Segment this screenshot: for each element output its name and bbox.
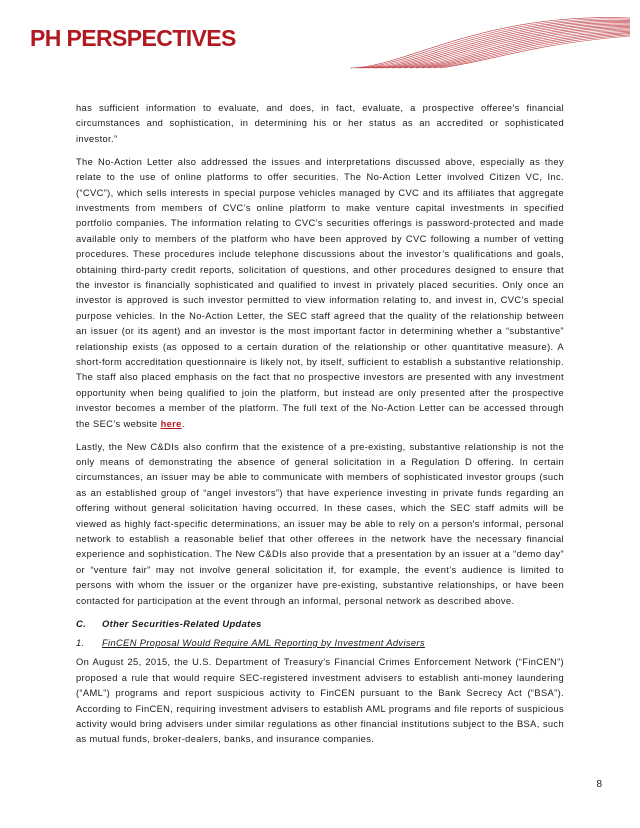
paragraph-new-cdis: Lastly, the New C&DIs also confirm that the existence of a pre-existing, substantive relationship is not the only means of demonstrating the absence of general solicitation in a Regulation D offering. In certain circumstances, an issuer may be able to communicate with members of sophisticated investor groups (such as an established group of “angel investors”) that have experience investing in private funds regarding an offering without general solicitation having occurred. In these cases, which the SEC staff admits will be viewed as highly fact-specific determinations, an issuer may be able to rely on a person’s informal, personal network to establish a reasonable belief that other offerees in the network have the necessary financial experience and sophistication. The New C&DIs also provide that a presentation by an issuer at a “demo day” or “venture fair” may not involve general solicitation if, for example, the event’s audience is limited to persons with whom the issuer or the organizer have pre-existing, substantive relationships, or have been contacted for participation at the event through an informal, personal network as described above. (76, 441, 564, 606)
wave-line (362, 20, 630, 68)
wave-lines-decoration (330, 8, 630, 70)
paragraph-no-action-letter-text: The No-Action Letter also addressed the issues and interpretations discussed above, especially as they relate to the use of online platforms to offer securities. The No-Action Letter involved Citizen VC, Inc. (“CVC”), which sells interests in special purpose vehicles managed by CVC and its affiliates that aggregate investments from members of CVC’s online platform to make venture capital investments in specified portfolio companies. The information relating to CVC’s securities offerings is password-protected and made available only to members of the platform who have been approved by CVC following a number of vetting procedures. These procedures include telephone discussions about the investor’s qualifications and goals, obtaining third-party credit reports, solicitation of questions, and other procedures designed to ensure that the investor is financially sophisticated and qualified to invest in privately placed securities. Only once an investor is approved is such investor permitted to view information relating to, and invest in, CVC’s special purpose vehicles. In the No-Action Letter, the SEC staff agreed that the quality of the relationship between an issuer (or its agent) and an investor is the most important factor in determining whether a “substantive” relationship exists (as opposed to a certain duration of the relationship or other quantitative measure). A short-form accreditation questionnaire is likely not, by itself, sufficient to establish a substantive relationship. The staff also placed emphasis on the fact that no prospective investors are presented with any investment opportunity when being qualified to join the platform, but instead are only presented after the prospective investor becomes a member of the platform. The full text of the No-Action Letter can be accessed through the SEC’s website (76, 156, 564, 429)
wave-line (368, 21, 630, 68)
paragraph-continuation: has sufficient information to evaluate, and does, in fact, evaluate, a prospective offeree’s financial circumstances and sophistication, in determining his or her status as an accredited or sophisticated investor.” (76, 103, 564, 144)
subsection-heading (76, 636, 564, 651)
section-title: Other Securities-Related Updates (102, 618, 262, 629)
document-body (76, 101, 564, 755)
subsection-number: 1. (76, 637, 85, 648)
paragraph-period: . (181, 418, 185, 429)
brand-title: PH PERSPECTIVES (30, 25, 236, 51)
subsection-title: FinCEN Proposal Would Require AML Reporting by Investment Advisers (102, 637, 425, 648)
paragraph-no-action-letter (76, 155, 564, 432)
wave-line (392, 26, 630, 68)
wave-line (386, 25, 630, 68)
paragraph-fincen: On August 25, 2015, the U.S. Department of Treasury’s Financial Crimes Enforcement Network (“FinCEN”) proposed a rule that would require SEC-registered investment advisers to establish anti-money laundering (“AML”) programs and report suspicious activity to FinCEN pursuant to the Bank Secrecy Act (“BSA”). According to FinCEN, requiring investment advisers to establish AML programs and file reports of suspicious activity would bring advisers under similar regulations as other financial institutions subject to the BSA, such as mutual funds, broker-dealers, banks, and insurance companies. (76, 657, 564, 745)
page-number: 8 (596, 779, 602, 790)
section-heading (76, 617, 564, 632)
sec-website-link[interactable]: here (160, 418, 182, 429)
wave-line (356, 19, 630, 68)
wave-line (434, 35, 630, 68)
section-number: C. (76, 618, 87, 629)
page-header (0, 0, 640, 70)
